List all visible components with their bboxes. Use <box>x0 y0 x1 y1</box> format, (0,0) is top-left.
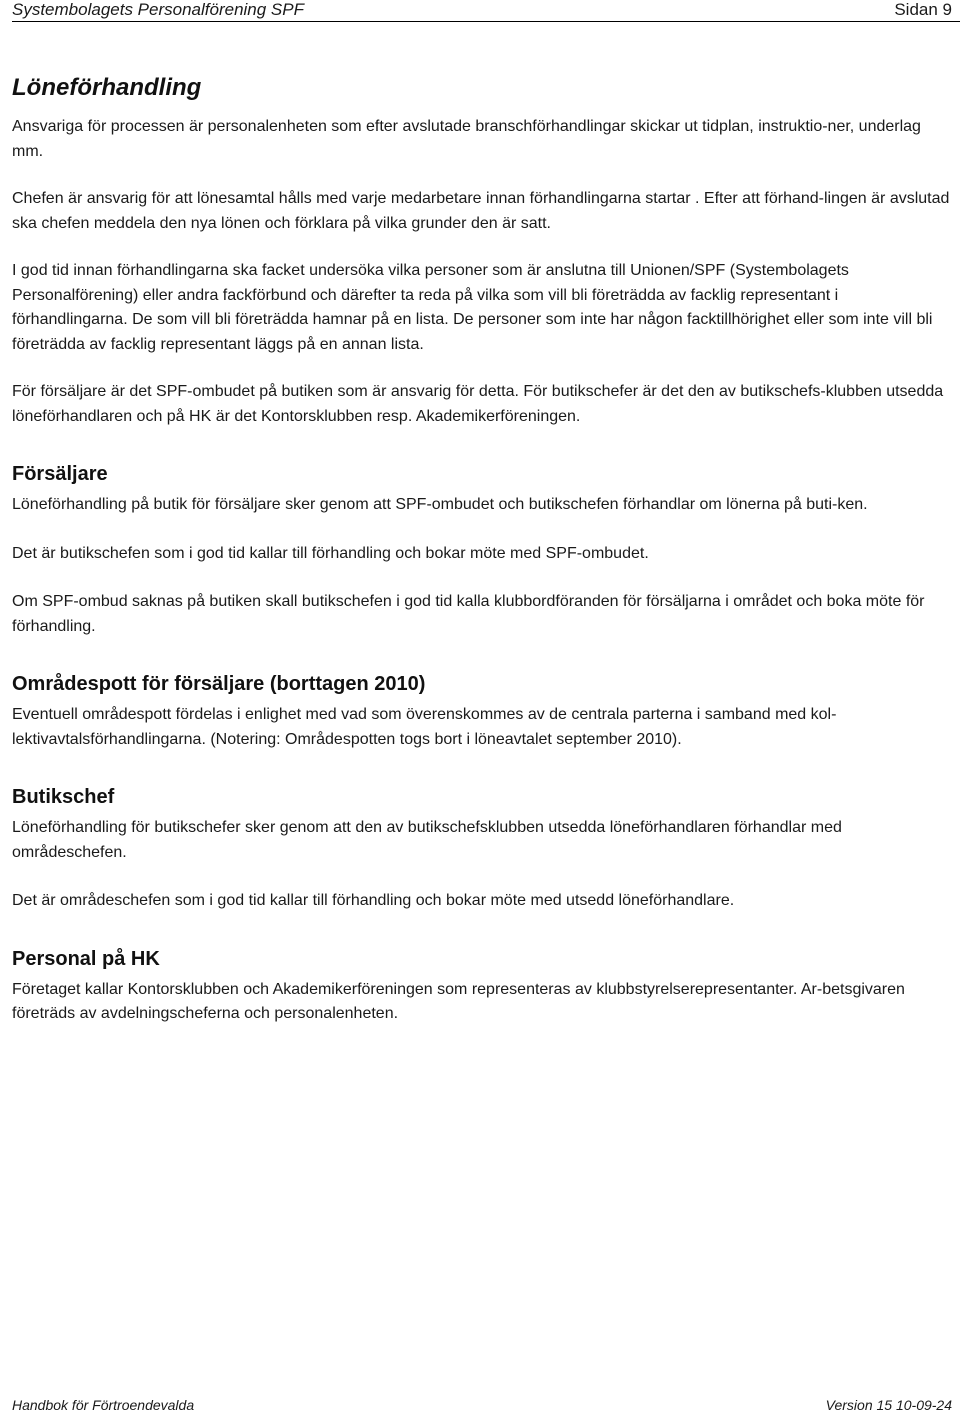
footer-handbook-title: Handbok för Förtroendevalda <box>12 1397 195 1413</box>
section-paragraph: Eventuell områdespott fördelas i enlighet med vad som överenskommes av de centrala parterna i samband med kol-lektivavtalsförhandlingarna. (Notering: Områdespotten togs bort i löneavtalet september 2010). <box>12 706 837 748</box>
header-divider <box>12 21 960 22</box>
intro-paragraph-1: Ansvariga för processen är personalenheten som efter avslutade branschförhandlingar skickar ut tidplan, instruktio-ner, underlag mm. <box>12 118 921 160</box>
section-heading: Försäljare <box>12 463 108 485</box>
page-number: Sidan 9 <box>894 0 952 19</box>
section-paragraph: Löneförhandling på butik för försäljare sker genom att SPF-ombudet och butikschefen förhandlar om lönerna på buti-ken. <box>12 496 868 513</box>
page-footer <box>12 1396 952 1416</box>
footer-version: Version 15 10-09-24 <box>825 1397 952 1413</box>
section-heading: Områdespott för försäljare (borttagen 2010) <box>12 673 426 695</box>
section-paragraph: Om SPF-ombud saknas på butiken skall butikschefen i god tid kalla klubbordföranden för försäljarna i området och boka möte för förhandling. <box>12 593 925 635</box>
section-personal-hk <box>12 946 952 1027</box>
section-paragraph: Det är områdeschefen som i god tid kallar till förhandling och bokar möte med utsedd löneförhandlare. <box>12 892 735 909</box>
section-paragraph: Det är butikschefen som i god tid kallar till förhandling och bokar möte med SPF-ombudet. <box>12 544 649 562</box>
section-paragraph: Företaget kallar Kontorsklubben och Akademikerföreningen som representeras av klubbstyrelserepresentanter. Ar-betsgivaren företräds av avdelningscheferna och personalenheten. <box>12 980 905 1022</box>
section-paragraph: Löneförhandling för butikschefer sker genom att den av butikschefsklubben utsedda löneförhandlaren förhandlar med områdeschefen. <box>12 819 842 861</box>
section-butikschef <box>12 784 952 914</box>
page-header <box>0 0 960 21</box>
intro-paragraph-4: För försäljare är det SPF-ombudet på butiken som är ansvarig för detta. För butikschefer är det den av butikschefs-klubben utsedda löneförhandlaren och på HK är det Kontorsklubben resp. Akademikerföreningen. <box>12 383 944 425</box>
document-body <box>12 73 952 1027</box>
document-header-title: Systembolagets Personalförening SPF <box>12 0 304 19</box>
section-heading: Butikschef <box>12 786 115 808</box>
section-omradespott <box>12 671 952 752</box>
section-heading: Personal på HK <box>12 947 160 970</box>
intro-paragraph-3: I god tid innan förhandlingarna ska facket undersöka vilka personer som är anslutna till Unionen/SPF (Systembolagets Personalförening) eller andra fackförbund och därefter ta reda på vilka som vill bli företrädda av facklig representant i förhandlingarna. De som vill bli företrädda hamnar på en lista. De personer som inte har någon facktillhörighet eller som inte vill bli företrädda av facklig representant läggs på en annan lista. <box>12 262 933 353</box>
section-forsaljare <box>12 461 952 639</box>
intro-paragraph-2: Chefen är ansvarig för att lönesamtal hålls med varje medarbetare innan förhandlingarna startar . Efter att förhand-lingen är avslutad ska chefen meddela den nya lönen och förklara på vilka grunder den är satt. <box>12 190 950 232</box>
page-title: Löneförhandling <box>12 74 202 101</box>
